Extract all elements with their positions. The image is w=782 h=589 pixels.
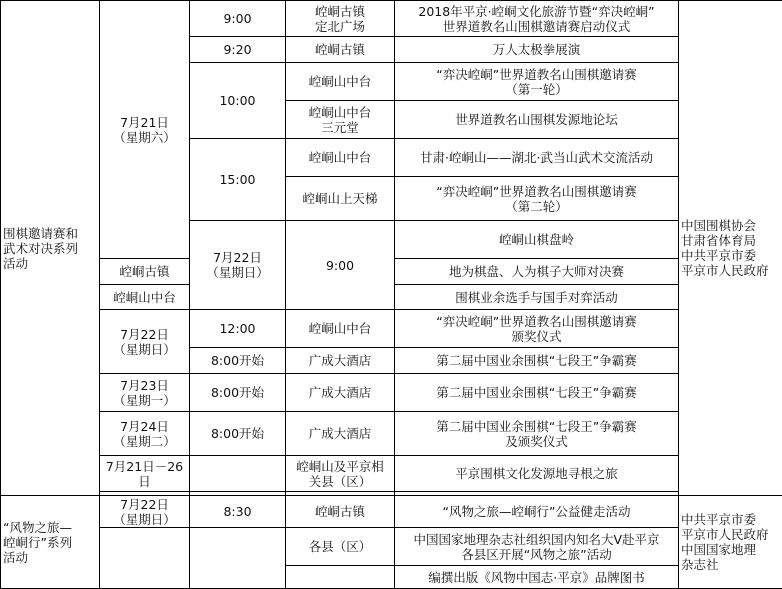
venue-cell: 广成大酒店 (286, 374, 395, 412)
venue-cell: 崆峒古镇 (100, 259, 190, 285)
venue-cell: 崆峒山中台 (286, 63, 395, 101)
time-cell: 8:00开始 (190, 412, 286, 456)
category-cell: 围棋邀请赛和 武术对决系列 活动 (1, 1, 100, 496)
venue-cell (286, 566, 395, 589)
venue-cell: 崆峒古镇 定北广场 (286, 1, 395, 37)
event-cell: “弈决崆峒”世界道教名山围棋邀请赛 颁奖仪式 (395, 310, 679, 348)
event-cell: 世界道教名山围棋发源地论坛 (395, 101, 679, 139)
table-row (1, 412, 782, 456)
date-cell: 7月21日－26 日 (100, 456, 190, 492)
date-cell: 7月22日 （星期日） (100, 496, 190, 528)
date-cell (100, 528, 190, 589)
event-cell: 围棋业余选手与国手对弈活动 (395, 285, 679, 310)
organizer-cell: 中共平京市委 平京市人民政府 中国国家地理 杂志社 (679, 496, 782, 589)
event-cell: “风物之旅—崆峒行”公益健走活动 (395, 496, 679, 528)
table-row (1, 310, 782, 348)
venue-cell: 崆峒山及平京相 关县（区） (286, 456, 395, 492)
event-cell: 平京围棋文化发源地寻根之旅 (395, 456, 679, 492)
venue-cell: 崆峒山中台 (286, 139, 395, 177)
event-cell: 万人太极拳展演 (395, 37, 679, 63)
table-row (1, 528, 782, 566)
event-cell: 第二届中国业余围棋“七段王”争霸赛 及颁奖仪式 (395, 412, 679, 456)
date-cell: 7月21日 （星期六） (100, 1, 190, 259)
time-cell: 8:30 (190, 496, 286, 528)
event-cell: “弈决崆峒”世界道教名山围棋邀请赛 （第一轮） (395, 63, 679, 101)
event-cell: 2018年平京·崆峒文化旅游节暨“弈决崆峒” 世界道教名山围棋邀请赛启动仪式 (395, 1, 679, 37)
time-cell: 9:00 (286, 221, 395, 310)
date-cell: 7月24日 （星期二） (100, 412, 190, 456)
event-cell: 第二届中国业余围棋“七段王”争霸赛 (395, 374, 679, 412)
venue-cell: 崆峒山棋盘岭 (395, 221, 679, 259)
event-cell: 编撰出版《风物中国志·平京》品牌图书 (395, 566, 679, 589)
venue-cell: 广成大酒店 (286, 348, 395, 374)
venue-cell: 各县（区） (286, 528, 395, 566)
event-cell: 甘肃·崆峒山——湖北·武当山武术交流活动 (395, 139, 679, 177)
table-row (1, 496, 782, 528)
date-cell: 7月23日 （星期一） (100, 374, 190, 412)
time-cell: 8:00开始 (190, 348, 286, 374)
venue-cell: 崆峒山中台 (100, 285, 190, 310)
venue-cell: 崆峒山中台 三元堂 (286, 101, 395, 139)
category-cell: “风物之旅— 崆峒行”系列 活动 (1, 496, 100, 589)
table-row (1, 1, 782, 37)
date-cell: 7月22日 （星期日） (100, 310, 190, 374)
event-cell: 中国国家地理杂志社组织国内知名大V赴平京 各县区开展“风物之旅”活动 (395, 528, 679, 566)
time-cell (190, 456, 286, 492)
table-row (1, 456, 782, 492)
time-cell: 15:00 (190, 139, 286, 221)
event-cell: 第二届中国业余围棋“七段王”争霸赛 (395, 348, 679, 374)
venue-cell: 崆峒山上天梯 (286, 177, 395, 221)
time-cell: 9:00 (190, 1, 286, 37)
time-cell: 12:00 (190, 310, 286, 348)
table-row (1, 374, 782, 412)
venue-cell: 崆峒古镇 (286, 37, 395, 63)
event-cell: 地为棋盘、人为棋子大师对决赛 (395, 259, 679, 285)
event-cell: “弈决崆峒”世界道教名山围棋邀请赛 （第二轮） (395, 177, 679, 221)
venue-cell: 崆峒山中台 (286, 310, 395, 348)
time-cell: 8:00开始 (190, 374, 286, 412)
time-cell (190, 528, 286, 589)
organizer-cell: 中国围棋协会 甘肃省体育局 中共平京市委 平京市人民政府 (679, 1, 782, 496)
date-cell: 7月22日 （星期日） (190, 221, 286, 310)
venue-cell: 崆峒古镇 (286, 496, 395, 528)
time-cell: 9:20 (190, 37, 286, 63)
venue-cell: 广成大酒店 (286, 412, 395, 456)
time-cell: 10:00 (190, 63, 286, 139)
